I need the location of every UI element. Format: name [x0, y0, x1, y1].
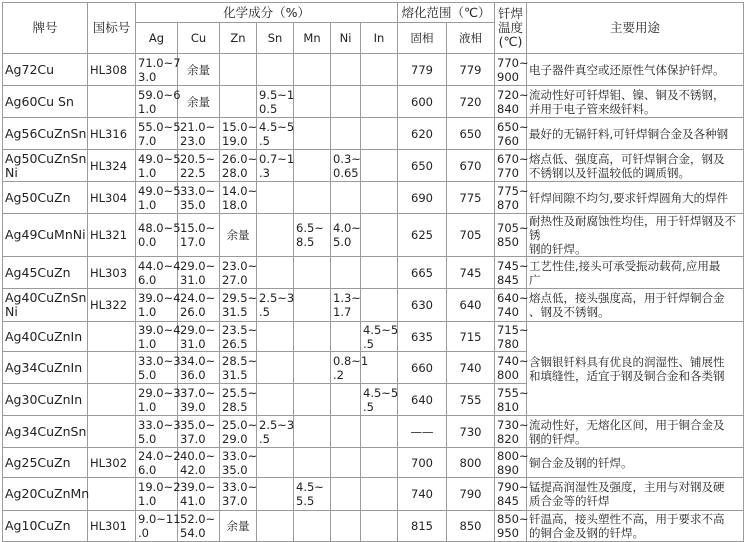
ni-cell	[331, 182, 361, 214]
usage-cell: 耐热性及耐腐蚀性均佳，用于钎焊钢及不锈 钢的钎焊。	[527, 214, 744, 257]
zn-cell: 33.0~ 37.0	[220, 478, 257, 511]
mn-cell	[294, 352, 331, 384]
standard-cell: HL301	[88, 511, 136, 542]
header-usage: 主要用途	[527, 3, 744, 54]
brand-cell: Ag49CuMnNi	[3, 214, 88, 257]
brand-cell: Ag40CuZnIn	[3, 322, 88, 352]
brand-cell: Ag50CuZn	[3, 182, 88, 214]
usage-cell: 流动性好，无熔化区间，用于铜合金及 钢的钎焊。	[527, 416, 744, 448]
ag-cell: 24.0~2 6.0	[136, 448, 178, 478]
zn-cell: 14.0~ 18.0	[220, 182, 257, 214]
ni-cell	[331, 86, 361, 118]
brand-cell: Ag34CuZnSn	[3, 416, 88, 448]
liquid-cell: 800	[447, 448, 495, 478]
table-row	[3, 182, 744, 214]
mn-cell	[294, 118, 331, 150]
standard-cell	[88, 352, 136, 384]
table-row	[3, 289, 744, 322]
liquid-cell: 745	[447, 257, 495, 289]
ni-cell	[331, 118, 361, 150]
solid-cell: 690	[398, 182, 447, 214]
ni-cell	[331, 257, 361, 289]
solid-cell: 779	[398, 54, 447, 86]
temp-cell: 775~ 870	[495, 182, 527, 214]
temp-cell: 755~ 810	[495, 384, 527, 416]
temp-cell: 730~ 820	[495, 416, 527, 448]
sn-cell	[257, 352, 294, 384]
brand-cell: Ag40CuZnSn Ni	[3, 289, 88, 322]
table-row	[3, 322, 744, 352]
solid-cell: 700	[398, 448, 447, 478]
table-row	[3, 478, 744, 511]
sn-cell	[257, 511, 294, 542]
ni-cell	[331, 511, 361, 542]
standard-cell: HL321	[88, 214, 136, 257]
mn-cell	[294, 416, 331, 448]
solid-cell: 665	[398, 257, 447, 289]
solid-cell: 625	[398, 214, 447, 257]
brand-cell: Ag20CuZnMn	[3, 478, 88, 511]
in-cell	[361, 478, 398, 511]
ag-cell: 33.0~3 5.0	[136, 352, 178, 384]
usage-cell: 钎温高，接头塑性不高，用于要求不高 的铜合金及钢的钎焊。	[527, 511, 744, 542]
table-row	[3, 214, 744, 257]
ni-cell	[331, 478, 361, 511]
header-sn: Sn	[257, 23, 294, 54]
solid-cell: 815	[398, 511, 447, 542]
brand-cell: Ag72Cu	[3, 54, 88, 86]
ag-cell: 55.0~5 7.0	[136, 118, 178, 150]
cu-cell: 33.0~ 35.0	[178, 182, 220, 214]
ag-cell: 9.0~11 .0	[136, 511, 178, 542]
ag-cell: 71.0~7 3.0	[136, 54, 178, 86]
sn-cell	[257, 322, 294, 352]
cu-cell: 29.0~ 31.0	[178, 322, 220, 352]
temp-cell: 740~ 800	[495, 352, 527, 384]
standard-cell: HL324	[88, 150, 136, 182]
zn-cell: 23.5~ 26.5	[220, 322, 257, 352]
liquid-cell: 779	[447, 54, 495, 86]
in-cell	[361, 511, 398, 542]
cu-cell: 余量	[178, 86, 220, 118]
liquid-cell: 740	[447, 352, 495, 384]
sn-cell	[257, 54, 294, 86]
brand-cell: Ag60Cu Sn	[3, 86, 88, 118]
liquid-cell: 755	[447, 384, 495, 416]
standard-cell: HL304	[88, 182, 136, 214]
usage-cell: 钎焊间隙不均匀,要求钎焊圆角大的焊件	[527, 182, 744, 214]
usage-cell: 工艺性佳,接头可承受振动载荷,应用最 广	[527, 257, 744, 289]
header-standard: 国标号	[88, 3, 136, 54]
ni-cell: 0.8~1 .2	[331, 352, 361, 384]
in-cell	[361, 86, 398, 118]
table-row	[3, 416, 744, 448]
solid-cell: ——	[398, 416, 447, 448]
usage-cell: 最好的无镉钎料,可钎焊铜合金及各种钢	[527, 118, 744, 150]
standard-cell	[88, 416, 136, 448]
mn-cell	[294, 289, 331, 322]
zn-cell: 余量	[220, 511, 257, 542]
table-row	[3, 150, 744, 182]
in-cell	[361, 257, 398, 289]
temp-cell: 720~ 840	[495, 86, 527, 118]
cu-cell: 24.0~ 26.0	[178, 289, 220, 322]
liquid-cell: 730	[447, 416, 495, 448]
sn-cell	[257, 257, 294, 289]
temp-cell: 715~ 780	[495, 322, 527, 352]
cu-cell: 21.0~ 23.0	[178, 118, 220, 150]
standard-cell: HL322	[88, 289, 136, 322]
mn-cell	[294, 150, 331, 182]
temp-cell: 640~ 740	[495, 289, 527, 322]
table-row	[3, 511, 744, 542]
in-cell	[361, 214, 398, 257]
cu-cell: 35.0~ 37.0	[178, 416, 220, 448]
standard-cell: HL316	[88, 118, 136, 150]
liquid-cell: 715	[447, 322, 495, 352]
temp-cell: 705~ 850	[495, 214, 527, 257]
usage-cell: 流动性好可钎焊钼、镍、铜及不锈钢， 并用于电子管来级钎料。	[527, 86, 744, 118]
in-cell	[361, 54, 398, 86]
temp-cell: 790~ 845	[495, 478, 527, 511]
brand-cell: Ag10CuZn	[3, 511, 88, 542]
temp-cell: 745~ 845	[495, 257, 527, 289]
in-cell	[361, 118, 398, 150]
zn-cell: 33.0~ 35.0	[220, 448, 257, 478]
mn-cell	[294, 86, 331, 118]
ag-cell: 39.0~4 1.0	[136, 322, 178, 352]
standard-cell	[88, 478, 136, 511]
ni-cell: 1.3~ 1.7	[331, 289, 361, 322]
ag-cell: 19.0~2 1.0	[136, 478, 178, 511]
zn-cell: 15.0~ 19.0	[220, 118, 257, 150]
in-cell	[361, 150, 398, 182]
liquid-cell: 705	[447, 214, 495, 257]
cu-cell: 20.5~ 22.5	[178, 150, 220, 182]
sn-cell: 4.5~5 .5	[257, 118, 294, 150]
header-ag: Ag	[136, 23, 178, 54]
temp-cell: 770~ 900	[495, 54, 527, 86]
zn-cell: 29.5~ 31.5	[220, 289, 257, 322]
liquid-cell: 650	[447, 118, 495, 150]
ni-cell	[331, 322, 361, 352]
solid-cell: 635	[398, 322, 447, 352]
standard-cell: HL302	[88, 448, 136, 478]
mn-cell: 4.5~ 5.5	[294, 478, 331, 511]
standard-cell	[88, 322, 136, 352]
standard-cell	[88, 384, 136, 416]
usage-cell: 电子器件真空或还原性气体保护钎焊。	[527, 54, 744, 86]
liquid-cell: 775	[447, 182, 495, 214]
solid-cell: 620	[398, 118, 447, 150]
zn-cell: 26.0~ 28.0	[220, 150, 257, 182]
cu-cell: 40.0~ 42.0	[178, 448, 220, 478]
temp-cell: 800~ 890	[495, 448, 527, 478]
header-brazing-temp: 钎焊 温度 (℃)	[495, 3, 527, 54]
ni-cell: 0.3~ 0.65	[331, 150, 361, 182]
table-row	[3, 118, 744, 150]
solid-cell: 600	[398, 86, 447, 118]
mn-cell	[294, 54, 331, 86]
sn-cell: 9.5~1 0.5	[257, 86, 294, 118]
ag-cell: 48.0~5 0.0	[136, 214, 178, 257]
standard-cell: HL303	[88, 257, 136, 289]
cu-cell: 39.0~ 41.0	[178, 478, 220, 511]
standard-cell: HL308	[88, 54, 136, 86]
standard-cell	[88, 86, 136, 118]
ag-cell: 59.0~6 1.0	[136, 86, 178, 118]
table-row	[3, 257, 744, 289]
ag-cell: 49.0~5 1.0	[136, 150, 178, 182]
header-solid: 固相	[398, 23, 447, 54]
header-ni: Ni	[331, 23, 361, 54]
ag-cell: 29.0~3 1.0	[136, 384, 178, 416]
header-cu: Cu	[178, 23, 220, 54]
ag-cell: 44.0~4 6.0	[136, 257, 178, 289]
header-in: In	[361, 23, 398, 54]
usage-cell: 锰提高润湿性及强度，主用与对钢及硬 质合金等的钎焊	[527, 478, 744, 511]
zn-cell	[220, 86, 257, 118]
in-cell	[361, 289, 398, 322]
mn-cell	[294, 322, 331, 352]
ag-cell: 49.0~5 1.0	[136, 182, 178, 214]
header-brand: 牌号	[3, 3, 88, 54]
zn-cell: 28.5~ 31.5	[220, 352, 257, 384]
cu-cell: 37.0~ 39.0	[178, 384, 220, 416]
cu-cell: 52.0~ 54.0	[178, 511, 220, 542]
in-cell	[361, 416, 398, 448]
brand-cell: Ag50CuZnSn Ni	[3, 150, 88, 182]
sn-cell: 2.5~3 .5	[257, 416, 294, 448]
mn-cell	[294, 448, 331, 478]
zn-cell: 23.0~ 27.0	[220, 257, 257, 289]
liquid-cell: 670	[447, 150, 495, 182]
mn-cell	[294, 257, 331, 289]
temp-cell: 850~ 950	[495, 511, 527, 542]
sn-cell: 0.7~1 .3	[257, 150, 294, 182]
brand-cell: Ag56CuZnSn	[3, 118, 88, 150]
zn-cell: 25.0~ 29.0	[220, 416, 257, 448]
cu-cell: 15.0~ 17.0	[178, 214, 220, 257]
sn-cell	[257, 214, 294, 257]
brand-cell: Ag45CuZn	[3, 257, 88, 289]
zn-cell	[220, 54, 257, 86]
mn-cell: 6.5~ 8.5	[294, 214, 331, 257]
sn-cell	[257, 478, 294, 511]
usage-cell: 含铟银钎料具有优良的润湿性、铺展性 和填缝性，适宜于钢及铜合金和各类钢	[527, 322, 744, 416]
usage-cell: 熔点低、强度高，可钎焊铜合金，钢及 不锈钢以及钎温较低的调质钢。	[527, 150, 744, 182]
header-liquid: 液相	[447, 23, 495, 54]
table-row	[3, 448, 744, 478]
solid-cell: 650	[398, 150, 447, 182]
table-row	[3, 86, 744, 118]
solid-cell: 640	[398, 384, 447, 416]
mn-cell	[294, 511, 331, 542]
sn-cell: 2.5~3 .5	[257, 289, 294, 322]
temp-cell: 650~ 760	[495, 118, 527, 150]
in-cell: 4.5~5 .5	[361, 322, 398, 352]
mn-cell	[294, 182, 331, 214]
brand-cell: Ag25CuZn	[3, 448, 88, 478]
mn-cell	[294, 384, 331, 416]
sn-cell	[257, 448, 294, 478]
zn-cell: 25.5~ 28.5	[220, 384, 257, 416]
ni-cell: 4.0~ 5.0	[331, 214, 361, 257]
table-row	[3, 54, 744, 86]
usage-cell: 熔点低，接头强度高，用于钎焊铜合金 、钢及不锈钢。	[527, 289, 744, 322]
cu-cell: 34.0~ 36.0	[178, 352, 220, 384]
alloy-table	[2, 2, 744, 542]
ag-cell: 33.0~3 5.0	[136, 416, 178, 448]
solid-cell: 740	[398, 478, 447, 511]
header-zn: Zn	[220, 23, 257, 54]
ni-cell	[331, 54, 361, 86]
cu-cell: 余量	[178, 54, 220, 86]
temp-cell: 670~ 770	[495, 150, 527, 182]
solid-cell: 660	[398, 352, 447, 384]
liquid-cell: 720	[447, 86, 495, 118]
header-row-1	[3, 3, 744, 23]
liquid-cell: 850	[447, 511, 495, 542]
liquid-cell: 790	[447, 478, 495, 511]
ni-cell	[331, 384, 361, 416]
ni-cell	[331, 416, 361, 448]
cu-cell: 29.0~ 31.0	[178, 257, 220, 289]
header-melting-range: 熔化范围（℃）	[398, 3, 495, 23]
sn-cell	[257, 182, 294, 214]
ag-cell: 39.0~4 1.0	[136, 289, 178, 322]
in-cell: 4.5~5 .5	[361, 384, 398, 416]
solid-cell: 630	[398, 289, 447, 322]
in-cell	[361, 182, 398, 214]
ni-cell	[331, 448, 361, 478]
brand-cell: Ag30CuZnIn	[3, 384, 88, 416]
header-mn: Mn	[294, 23, 331, 54]
usage-cell: 铜合金及钢的钎焊。	[527, 448, 744, 478]
header-composition: 化学成分（%）	[136, 3, 398, 23]
brand-cell: Ag34CuZnIn	[3, 352, 88, 384]
liquid-cell: 640	[447, 289, 495, 322]
sn-cell	[257, 384, 294, 416]
zn-cell: 余量	[220, 214, 257, 257]
in-cell	[361, 448, 398, 478]
